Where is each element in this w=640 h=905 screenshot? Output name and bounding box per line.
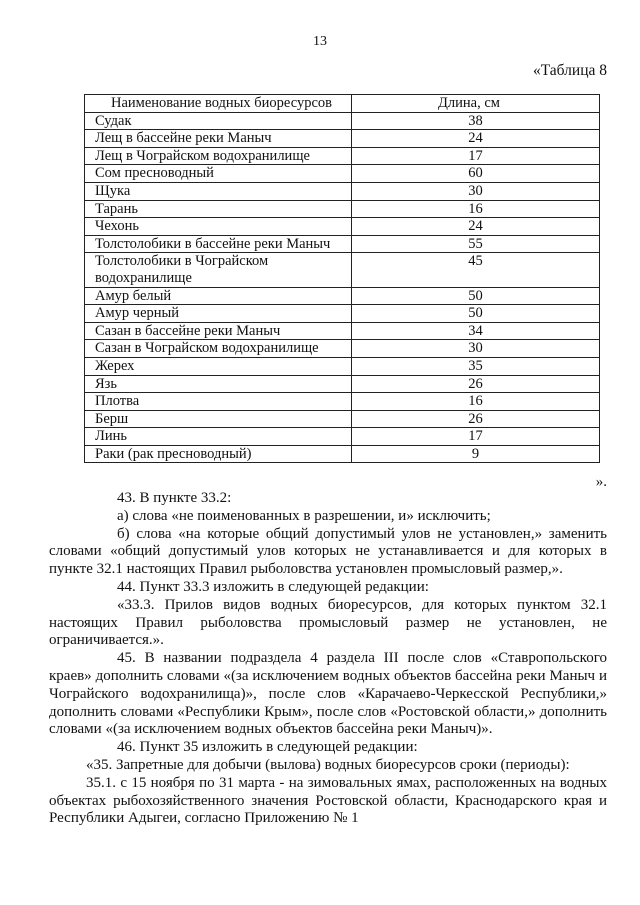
species-name-cell: Линь bbox=[85, 428, 352, 446]
table-row bbox=[85, 182, 600, 200]
table-row bbox=[85, 200, 600, 218]
table-row bbox=[85, 445, 600, 463]
length-cell: 30 bbox=[352, 182, 600, 200]
document-body bbox=[49, 490, 607, 828]
fish-length-table bbox=[84, 94, 600, 463]
paragraph-43a: а) слова «не поименованных в разрешении, и» исключить; bbox=[117, 507, 491, 524]
species-name-cell: Амур белый bbox=[85, 287, 352, 305]
length-cell: 34 bbox=[352, 322, 600, 340]
length-cell: 26 bbox=[352, 410, 600, 428]
table-row bbox=[85, 130, 600, 148]
length-cell: 9 bbox=[352, 445, 600, 463]
table-row bbox=[85, 410, 600, 428]
table-body bbox=[85, 112, 600, 463]
species-name-cell: Лещ в Чограйском водохранилище bbox=[85, 147, 352, 165]
length-cell: 17 bbox=[352, 428, 600, 446]
length-cell: 17 bbox=[352, 147, 600, 165]
table-row bbox=[85, 165, 600, 183]
paragraph-33-3: «33.3. Прилов видов водных биоресурсов, для которых пунктом 32.1 настоящих Правил рыболовства промысловый размер не установлен, не ограничивается.». bbox=[49, 596, 607, 649]
paragraph-35-1: 35.1. с 15 ноября по 31 марта - на зимовальных ямах, расположенных на водных объектах рыбохозяйственного значения Ростовской области, Краснодарского края и Республики Адыгеи, согласно Приложению № 1 bbox=[49, 774, 607, 827]
species-name-cell: Чехонь bbox=[85, 218, 352, 236]
table-row bbox=[85, 357, 600, 375]
table-row bbox=[85, 428, 600, 446]
paragraph-45: 45. В названии подраздела 4 раздела III после слов «Ставропольского краев» дополнить словами «(за исключением водных объектов бассейна реки Маныч и Чограйского водохранилища)», после слов «Карачаево-Черкесской Республики,» дополнить словами «Республики Крым», после слов «Ростовской области,» дополнить словами «(за исключением водных объектов бассейна реки Маныч)». bbox=[49, 650, 607, 738]
species-name-cell: Раки (рак пресноводный) bbox=[85, 445, 352, 463]
length-cell: 24 bbox=[352, 218, 600, 236]
column-header-name: Наименование водных биоресурсов bbox=[85, 95, 352, 113]
species-name-cell: Плотва bbox=[85, 393, 352, 411]
species-name-cell: Берш bbox=[85, 410, 352, 428]
species-name-cell: Толстолобики в бассейне реки Маныч bbox=[85, 235, 352, 253]
page-number: 13 bbox=[313, 34, 327, 49]
species-name-cell: Сазан в Чограйском водохранилище bbox=[85, 340, 352, 358]
species-name-cell: Судак bbox=[85, 112, 352, 130]
length-cell: 24 bbox=[352, 130, 600, 148]
length-cell: 60 bbox=[352, 165, 600, 183]
table-close-quote: ». bbox=[595, 474, 607, 490]
table-row bbox=[85, 112, 600, 130]
length-cell: 38 bbox=[352, 112, 600, 130]
species-name-cell: Амур черный bbox=[85, 305, 352, 323]
length-cell: 50 bbox=[352, 287, 600, 305]
length-cell: 50 bbox=[352, 305, 600, 323]
column-header-length: Длина, см bbox=[352, 95, 600, 113]
length-cell: 35 bbox=[352, 357, 600, 375]
paragraph-43b: б) слова «на которые общий допустимый улов не установлен,» заменить словами «общий допустимый улов которых не устанавливается и для которых в пункте 32.1 настоящих Правил рыболовства установлен промысловый размер,». bbox=[49, 525, 607, 578]
paragraph-35: «35. Запретные для добычи (вылова) водных биоресурсов сроки (периоды): bbox=[86, 756, 570, 773]
species-name-cell: Щука bbox=[85, 182, 352, 200]
table-row bbox=[85, 235, 600, 253]
species-name-cell: Жерех bbox=[85, 357, 352, 375]
length-cell: 30 bbox=[352, 340, 600, 358]
table-row bbox=[85, 393, 600, 411]
table-row bbox=[85, 218, 600, 236]
length-cell: 55 bbox=[352, 235, 600, 253]
table-row bbox=[85, 253, 600, 287]
species-name-cell: Лещ в бассейне реки Маныч bbox=[85, 130, 352, 148]
paragraph-44: 44. Пункт 33.3 изложить в следующей редакции: bbox=[117, 578, 429, 595]
species-name-cell: Сом пресноводный bbox=[85, 165, 352, 183]
species-name-cell: Тарань bbox=[85, 200, 352, 218]
length-cell: 45 bbox=[352, 253, 600, 287]
table-row bbox=[85, 305, 600, 323]
length-cell: 26 bbox=[352, 375, 600, 393]
table-row bbox=[85, 340, 600, 358]
species-name-cell: Язь bbox=[85, 375, 352, 393]
paragraph-43: 43. В пункте 33.2: bbox=[117, 490, 232, 506]
length-cell: 16 bbox=[352, 393, 600, 411]
paragraph-46: 46. Пункт 35 изложить в следующей редакции: bbox=[117, 739, 418, 756]
table-row bbox=[85, 287, 600, 305]
species-name-cell: Толстолобики в Чограйском водохранилище bbox=[85, 253, 352, 287]
table-row bbox=[85, 322, 600, 340]
table-row bbox=[85, 147, 600, 165]
length-cell: 16 bbox=[352, 200, 600, 218]
table-header-row bbox=[85, 95, 600, 113]
table-caption: «Таблица 8 bbox=[532, 62, 607, 79]
table-row bbox=[85, 375, 600, 393]
species-name-cell: Сазан в бассейне реки Маныч bbox=[85, 322, 352, 340]
